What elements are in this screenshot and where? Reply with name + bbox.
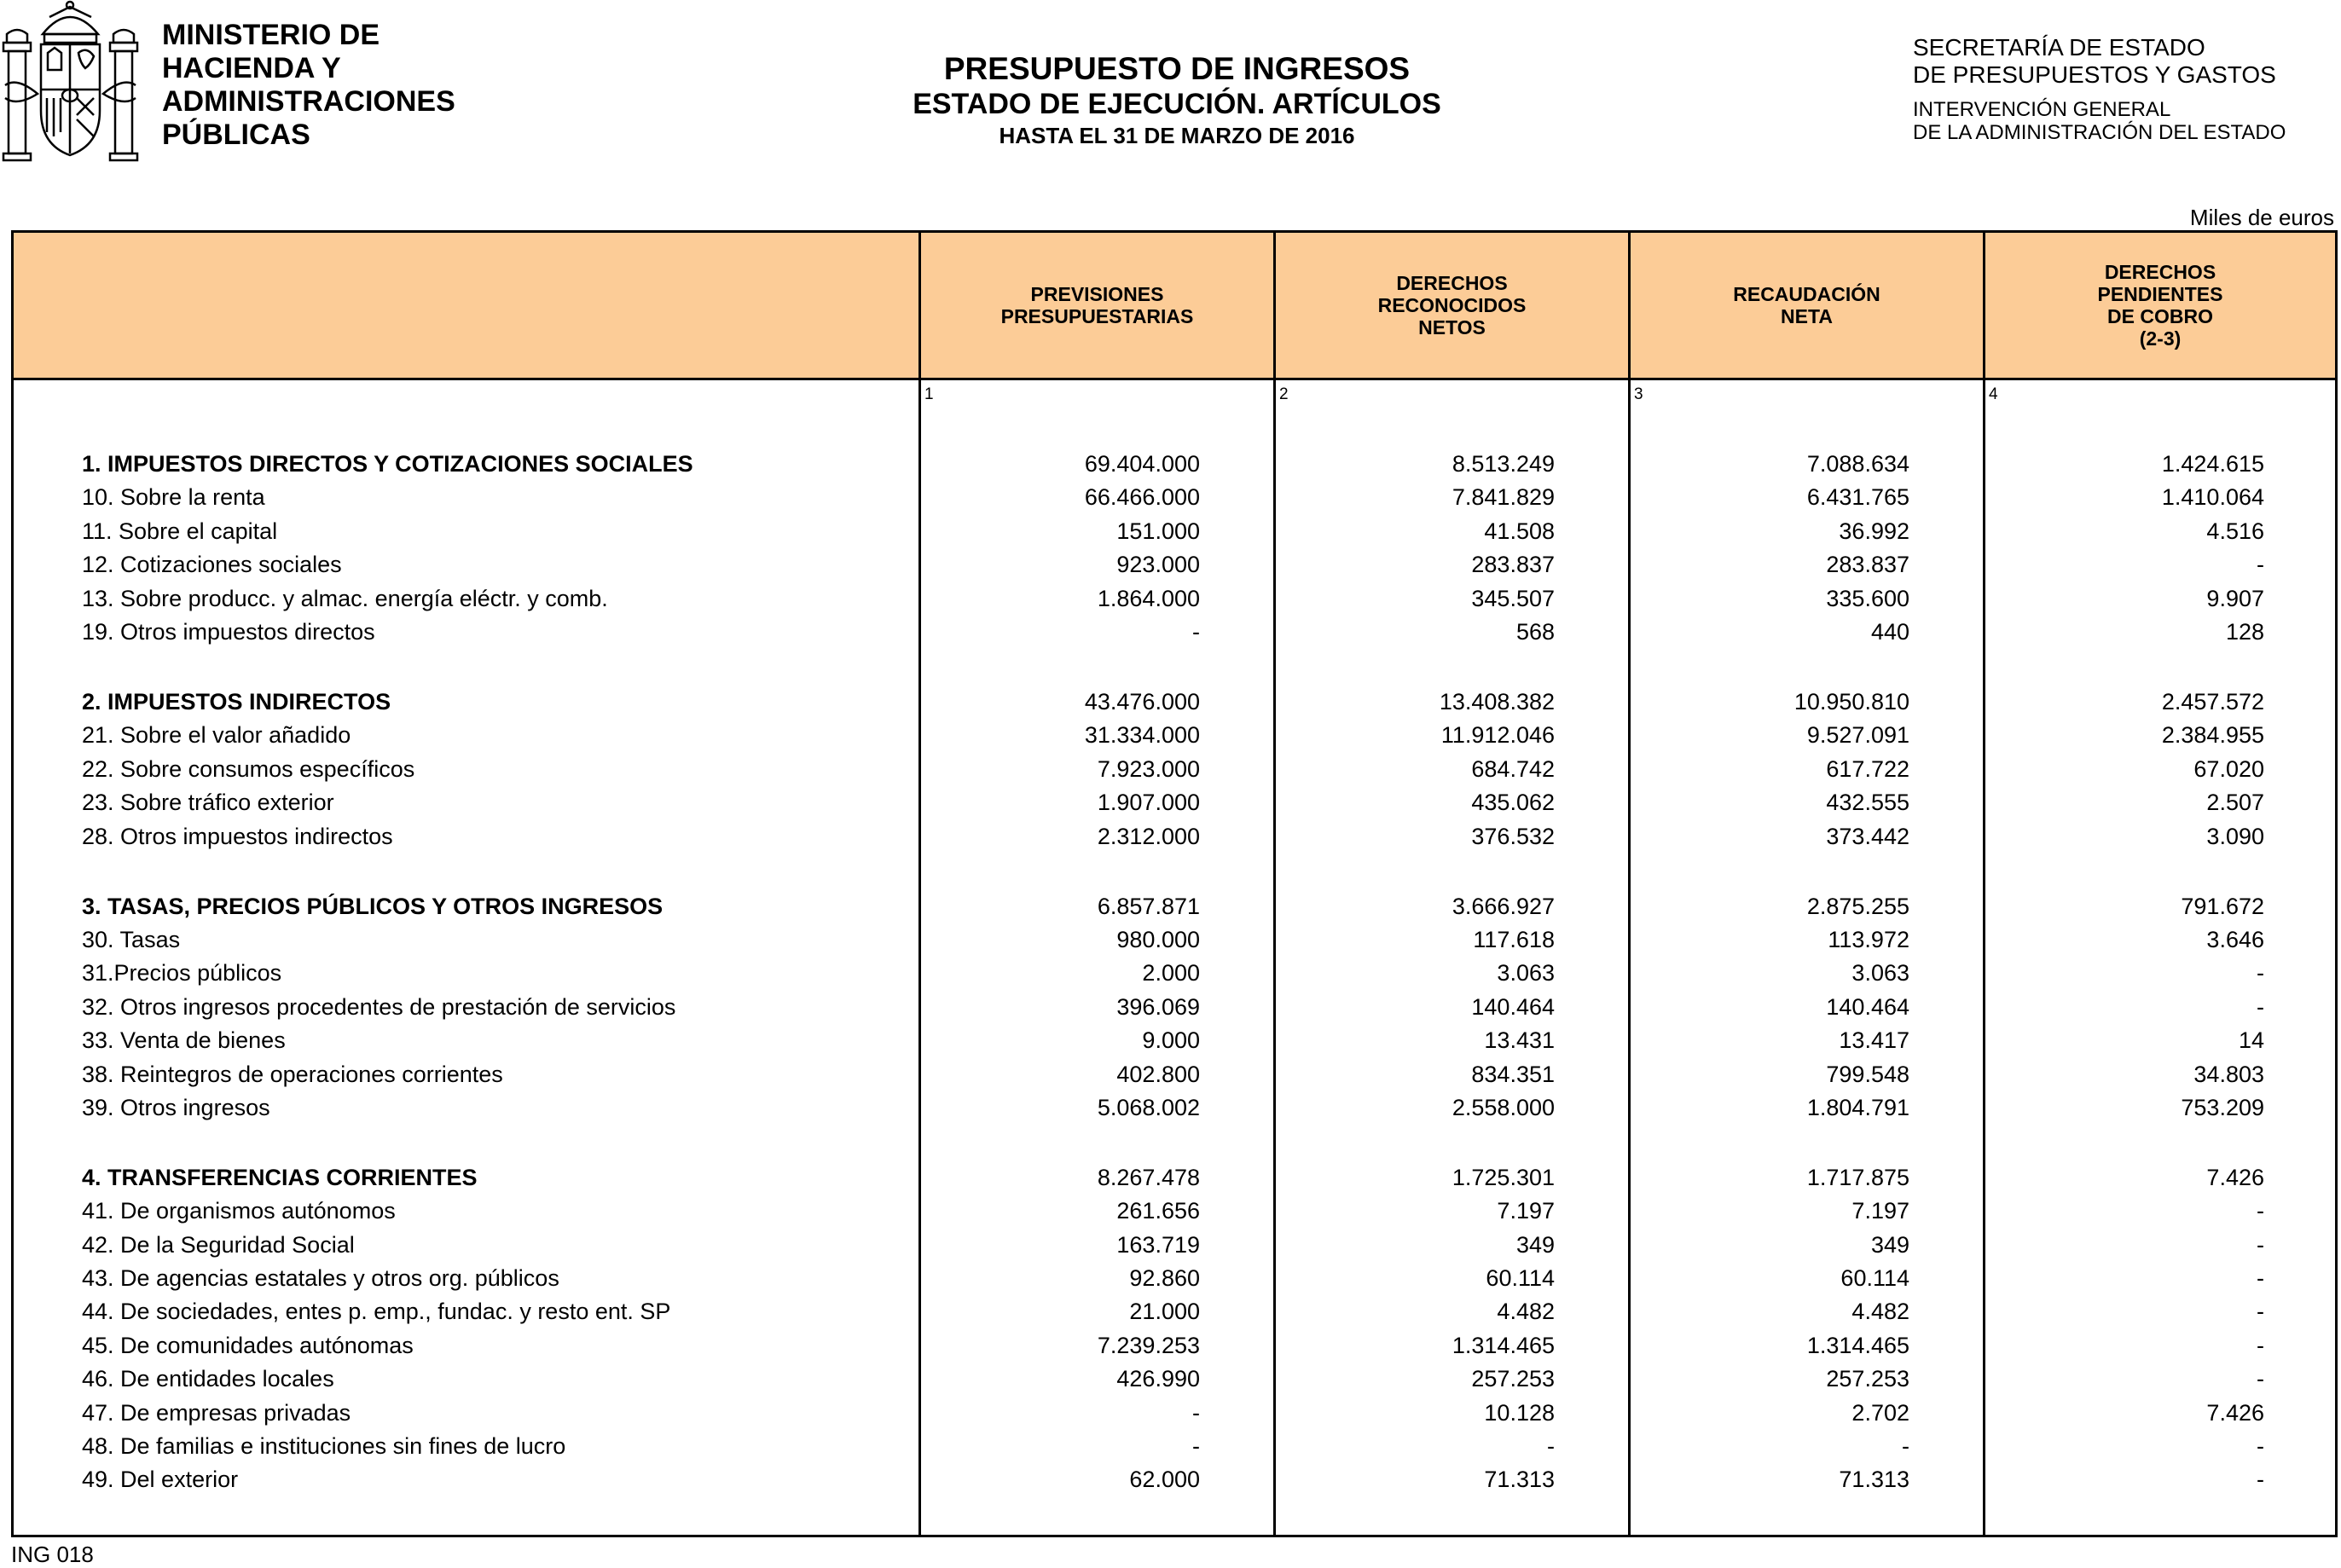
cell-col-2: 10.128 bbox=[1484, 1400, 1555, 1426]
cell-col-4: - bbox=[2257, 552, 2264, 577]
cell-col-2: 376.532 bbox=[1471, 824, 1555, 849]
cell-col-2: 435.062 bbox=[1471, 790, 1555, 815]
column-header-derechos-reconocidos bbox=[1276, 233, 1628, 378]
cell-col-3: 257.253 bbox=[1826, 1366, 1909, 1392]
cell-col-3: 1.314.465 bbox=[1806, 1333, 1909, 1358]
cell-col-2: 568 bbox=[1515, 619, 1555, 645]
cell-col-4: 4.516 bbox=[2206, 518, 2264, 544]
row-label: 21. Sobre el valor añadido bbox=[82, 722, 351, 748]
cell-col-4: 791.672 bbox=[2181, 894, 2264, 919]
column-header-line: NETA bbox=[1781, 305, 1833, 327]
cell-col-1: 69.404.000 bbox=[1084, 451, 1200, 477]
cell-col-4: 7.426 bbox=[2206, 1165, 2264, 1190]
cell-col-3: - bbox=[1902, 1433, 1909, 1459]
cell-col-1: 6.857.871 bbox=[1097, 894, 1200, 919]
group-total-row bbox=[0, 448, 2341, 481]
column-header-line: RECONOCIDOS bbox=[1377, 294, 1527, 316]
row-label: 47. De empresas privadas bbox=[82, 1400, 351, 1426]
cell-col-2: 140.464 bbox=[1471, 994, 1555, 1020]
cell-col-4: - bbox=[2257, 1198, 2264, 1224]
table-row bbox=[0, 786, 2341, 819]
cell-col-2: 60.114 bbox=[1486, 1265, 1555, 1291]
cell-col-2: 684.742 bbox=[1471, 756, 1555, 782]
table-row bbox=[0, 1463, 2341, 1496]
cell-col-3: 36.992 bbox=[1839, 518, 1909, 544]
cell-col-1: 21.000 bbox=[1129, 1299, 1200, 1324]
group-total-row bbox=[0, 890, 2341, 923]
cell-col-4: - bbox=[2257, 1433, 2264, 1459]
cell-col-1: 2.000 bbox=[1142, 960, 1200, 986]
group-total-row bbox=[0, 1161, 2341, 1195]
cell-col-2: 117.618 bbox=[1473, 927, 1555, 952]
cell-col-1: 62.000 bbox=[1129, 1467, 1200, 1492]
cell-col-4: 2.507 bbox=[2206, 790, 2264, 815]
ministry-line: HACIENDA Y bbox=[162, 52, 341, 84]
page-subtitle: ESTADO DE EJECUCIÓN. ARTÍCULOS bbox=[913, 88, 1441, 120]
cell-col-2: 8.513.249 bbox=[1452, 451, 1555, 477]
cell-col-2: - bbox=[1547, 1433, 1555, 1459]
cell-col-4: - bbox=[2257, 994, 2264, 1020]
cell-col-1: 396.069 bbox=[1116, 994, 1200, 1020]
ministry-line: ADMINISTRACIONES bbox=[162, 85, 455, 118]
row-label: 49. Del exterior bbox=[82, 1467, 239, 1492]
table-row bbox=[0, 820, 2341, 853]
row-label: 11. Sobre el capital bbox=[82, 518, 278, 544]
intervencion-line: INTERVENCIÓN GENERAL bbox=[1913, 98, 2171, 121]
cell-col-3: 432.555 bbox=[1826, 790, 1909, 815]
cell-col-3: 140.464 bbox=[1826, 994, 1909, 1020]
cell-col-2: 3.666.927 bbox=[1452, 894, 1555, 919]
intervencion-block bbox=[1913, 98, 2286, 144]
cell-col-1: 2.312.000 bbox=[1097, 824, 1200, 849]
ministry-name bbox=[162, 19, 455, 152]
cell-col-2: 4.482 bbox=[1497, 1299, 1555, 1324]
cell-col-2: 13.408.382 bbox=[1439, 689, 1555, 715]
cell-col-4: 3.090 bbox=[2206, 824, 2264, 849]
table-row bbox=[0, 957, 2341, 990]
cell-col-3: 9.527.091 bbox=[1806, 722, 1909, 748]
table-row bbox=[0, 1397, 2341, 1430]
row-label: 19. Otros impuestos directos bbox=[82, 619, 375, 645]
column-number: 2 bbox=[1279, 385, 1289, 403]
table-row bbox=[0, 548, 2341, 581]
row-label: 38. Reintegros de operaciones corrientes bbox=[82, 1062, 503, 1087]
page-title: PRESUPUESTO DE INGRESOS bbox=[943, 51, 1411, 86]
row-label: 12. Cotizaciones sociales bbox=[82, 552, 342, 577]
row-label: 48. De familias e instituciones sin fines de lucro bbox=[82, 1433, 566, 1459]
cell-col-1: 7.923.000 bbox=[1097, 756, 1200, 782]
table-row bbox=[0, 1363, 2341, 1396]
column-header-line: DE COBRO bbox=[2107, 305, 2213, 327]
column-header-recaudacion bbox=[1631, 233, 1983, 378]
group-total-row bbox=[0, 686, 2341, 719]
coat-of-arms-icon bbox=[0, 0, 141, 162]
table-row bbox=[0, 1430, 2341, 1463]
cell-col-1: 31.334.000 bbox=[1084, 722, 1200, 748]
document-titles bbox=[810, 51, 1544, 150]
row-label: 43. De agencias estatales y otros org. públicos bbox=[82, 1265, 559, 1291]
cell-col-4: 9.907 bbox=[2206, 586, 2264, 611]
cell-col-1: - bbox=[1192, 619, 1200, 645]
column-header-line: DERECHOS bbox=[1396, 272, 1508, 294]
cell-col-3: 71.313 bbox=[1839, 1467, 1909, 1492]
table-row bbox=[0, 1329, 2341, 1363]
table-row bbox=[0, 1229, 2341, 1262]
cell-col-4: - bbox=[2257, 1232, 2264, 1258]
cell-col-2: 345.507 bbox=[1471, 586, 1555, 611]
cell-col-3: 3.063 bbox=[1851, 960, 1909, 986]
cell-col-3: 617.722 bbox=[1826, 756, 1909, 782]
cell-col-1: 1.864.000 bbox=[1097, 586, 1200, 611]
document-code: ING 018 bbox=[11, 1542, 94, 1567]
row-label: 46. De entidades locales bbox=[82, 1366, 334, 1392]
ministry-line: PÚBLICAS bbox=[162, 119, 310, 151]
cell-col-1: 261.656 bbox=[1116, 1198, 1200, 1224]
cell-col-1: - bbox=[1192, 1400, 1200, 1426]
cell-col-2: 11.912.046 bbox=[1440, 722, 1555, 748]
cell-col-3: 283.837 bbox=[1826, 552, 1909, 577]
cell-col-3: 335.600 bbox=[1826, 586, 1909, 611]
cell-col-3: 2.875.255 bbox=[1806, 894, 1909, 919]
row-label: 13. Sobre producc. y almac. energía eléctr. y comb. bbox=[82, 586, 608, 611]
row-label: 1. IMPUESTOS DIRECTOS Y COTIZACIONES SOCIALES bbox=[82, 451, 693, 477]
row-label: 28. Otros impuestos indirectos bbox=[82, 824, 393, 849]
cell-col-4: 67.020 bbox=[2193, 756, 2264, 782]
table-row bbox=[0, 991, 2341, 1024]
cell-col-2: 834.351 bbox=[1471, 1062, 1555, 1087]
row-label: 30. Tasas bbox=[82, 927, 181, 952]
table-row bbox=[0, 1058, 2341, 1091]
row-label: 10. Sobre la renta bbox=[82, 484, 265, 510]
units-label: Miles de euros bbox=[2189, 205, 2334, 230]
cell-col-3: 4.482 bbox=[1851, 1299, 1909, 1324]
cell-col-1: 426.990 bbox=[1116, 1366, 1200, 1392]
cell-col-4: 3.646 bbox=[2206, 927, 2264, 952]
cell-col-1: 151.000 bbox=[1116, 518, 1200, 544]
cell-col-4: 2.457.572 bbox=[2161, 689, 2264, 715]
row-label: 33. Venta de bienes bbox=[82, 1027, 286, 1053]
cell-col-2: 71.313 bbox=[1484, 1467, 1555, 1492]
secretaria-line: SECRETARÍA DE ESTADO bbox=[1913, 34, 2205, 61]
row-label: 22. Sobre consumos específicos bbox=[82, 756, 415, 782]
row-label: 41. De organismos autónomos bbox=[82, 1198, 396, 1224]
cell-col-1: 8.267.478 bbox=[1097, 1165, 1200, 1190]
cell-col-4: - bbox=[2257, 1467, 2264, 1492]
cell-col-2: 7.841.829 bbox=[1452, 484, 1555, 510]
table-row bbox=[0, 753, 2341, 786]
cell-col-2: 3.063 bbox=[1497, 960, 1555, 986]
column-header-line: RECAUDACIÓN bbox=[1733, 283, 1880, 305]
cell-col-4: 14 bbox=[2238, 1027, 2264, 1053]
cell-col-3: 60.114 bbox=[1840, 1265, 1909, 1291]
date-line: HASTA EL 31 DE MARZO DE 2016 bbox=[999, 123, 1355, 148]
cell-col-3: 440 bbox=[1870, 619, 1909, 645]
table-row bbox=[0, 1024, 2341, 1057]
cell-col-2: 2.558.000 bbox=[1452, 1095, 1555, 1120]
column-header-pendientes bbox=[1985, 233, 2335, 378]
row-label: 39. Otros ingresos bbox=[82, 1095, 270, 1120]
cell-col-4: 2.384.955 bbox=[2161, 722, 2264, 748]
cell-col-1: 9.000 bbox=[1142, 1027, 1200, 1053]
cell-col-4: - bbox=[2257, 1299, 2264, 1324]
cell-col-4: 1.424.615 bbox=[2161, 451, 2264, 477]
column-header-line: (2-3) bbox=[2139, 327, 2182, 350]
cell-col-2: 41.508 bbox=[1484, 518, 1555, 544]
cell-col-1: 402.800 bbox=[1116, 1062, 1200, 1087]
table-row bbox=[0, 1262, 2341, 1295]
cell-col-1: 43.476.000 bbox=[1084, 689, 1200, 715]
cell-col-3: 373.442 bbox=[1826, 824, 1909, 849]
cell-col-3: 13.417 bbox=[1839, 1027, 1909, 1053]
cell-col-4: - bbox=[2257, 960, 2264, 986]
row-label: 31.Precios públicos bbox=[82, 960, 282, 986]
cell-col-1: 923.000 bbox=[1116, 552, 1200, 577]
cell-col-1: - bbox=[1192, 1433, 1200, 1459]
row-label: 23. Sobre tráfico exterior bbox=[82, 790, 334, 815]
table-row bbox=[0, 616, 2341, 649]
cell-col-2: 13.431 bbox=[1484, 1027, 1555, 1053]
cell-col-2: 349 bbox=[1515, 1232, 1555, 1258]
cell-col-3: 1.804.791 bbox=[1806, 1095, 1909, 1120]
cell-col-3: 799.548 bbox=[1826, 1062, 1909, 1087]
cell-col-4: - bbox=[2257, 1333, 2264, 1358]
cell-col-4: 1.410.064 bbox=[2161, 484, 2264, 510]
cell-col-3: 1.717.875 bbox=[1806, 1165, 1909, 1190]
column-header-line: PREVISIONES bbox=[1030, 283, 1164, 305]
cell-col-1: 7.239.253 bbox=[1097, 1333, 1200, 1358]
table-row bbox=[0, 1195, 2341, 1228]
column-number: 4 bbox=[1989, 385, 1998, 403]
cell-col-2: 7.197 bbox=[1497, 1198, 1555, 1224]
cell-col-1: 980.000 bbox=[1116, 927, 1200, 952]
cell-col-3: 10.950.810 bbox=[1793, 689, 1909, 715]
column-header-line: DERECHOS bbox=[2104, 261, 2216, 283]
cell-col-1: 1.907.000 bbox=[1097, 790, 1200, 815]
cell-col-4: 34.803 bbox=[2193, 1062, 2264, 1087]
table-row bbox=[0, 1295, 2341, 1328]
ministry-line: MINISTERIO DE bbox=[162, 19, 380, 51]
row-label: 3. TASAS, PRECIOS PÚBLICOS Y OTROS INGRESOS bbox=[82, 894, 663, 919]
secretaria-block bbox=[1913, 34, 2276, 89]
column-header-previsiones bbox=[921, 233, 1273, 378]
cell-col-3: 349 bbox=[1870, 1232, 1909, 1258]
cell-col-1: 66.466.000 bbox=[1084, 484, 1200, 510]
cell-col-1: 5.068.002 bbox=[1097, 1095, 1200, 1120]
column-header-line: NETOS bbox=[1418, 316, 1486, 338]
cell-col-3: 113.972 bbox=[1828, 927, 1909, 952]
cell-col-1: 92.860 bbox=[1129, 1265, 1200, 1291]
cell-col-2: 1.725.301 bbox=[1452, 1165, 1555, 1190]
cell-col-3: 7.197 bbox=[1851, 1198, 1909, 1224]
table-row bbox=[0, 515, 2341, 548]
row-label: 32. Otros ingresos procedentes de prestación de servicios bbox=[82, 994, 676, 1020]
cell-col-4: - bbox=[2257, 1265, 2264, 1291]
column-number: 3 bbox=[1634, 385, 1643, 403]
table-row bbox=[0, 923, 2341, 957]
cell-col-2: 1.314.465 bbox=[1452, 1333, 1555, 1358]
row-label: 45. De comunidades autónomas bbox=[82, 1333, 414, 1358]
table-row bbox=[0, 582, 2341, 616]
table-row bbox=[0, 481, 2341, 514]
table-row bbox=[0, 719, 2341, 752]
cell-col-2: 283.837 bbox=[1471, 552, 1555, 577]
cell-col-4: - bbox=[2257, 1366, 2264, 1392]
cell-col-3: 2.702 bbox=[1851, 1400, 1909, 1426]
row-label: 4. TRANSFERENCIAS CORRIENTES bbox=[82, 1165, 478, 1190]
row-label: 44. De sociedades, entes p. emp., fundac. y resto ent. SP bbox=[82, 1299, 671, 1324]
secretaria-line: DE PRESUPUESTOS Y GASTOS bbox=[1913, 61, 2276, 88]
cell-col-3: 6.431.765 bbox=[1806, 484, 1909, 510]
cell-col-3: 7.088.634 bbox=[1806, 451, 1909, 477]
cell-col-2: 257.253 bbox=[1471, 1366, 1555, 1392]
row-label: 42. De la Seguridad Social bbox=[82, 1232, 355, 1258]
cell-col-4: 7.426 bbox=[2206, 1400, 2264, 1426]
table-row bbox=[0, 1091, 2341, 1125]
intervencion-line: DE LA ADMINISTRACIÓN DEL ESTADO bbox=[1913, 121, 2286, 144]
cell-col-4: 753.209 bbox=[2181, 1095, 2264, 1120]
cell-col-1: 163.719 bbox=[1116, 1232, 1200, 1258]
column-header-line: PRESUPUESTARIAS bbox=[1000, 305, 1194, 327]
cell-col-4: 128 bbox=[2225, 619, 2264, 645]
column-header-line: PENDIENTES bbox=[2097, 283, 2223, 305]
row-label: 2. IMPUESTOS INDIRECTOS bbox=[82, 689, 391, 715]
column-number: 1 bbox=[924, 385, 934, 403]
